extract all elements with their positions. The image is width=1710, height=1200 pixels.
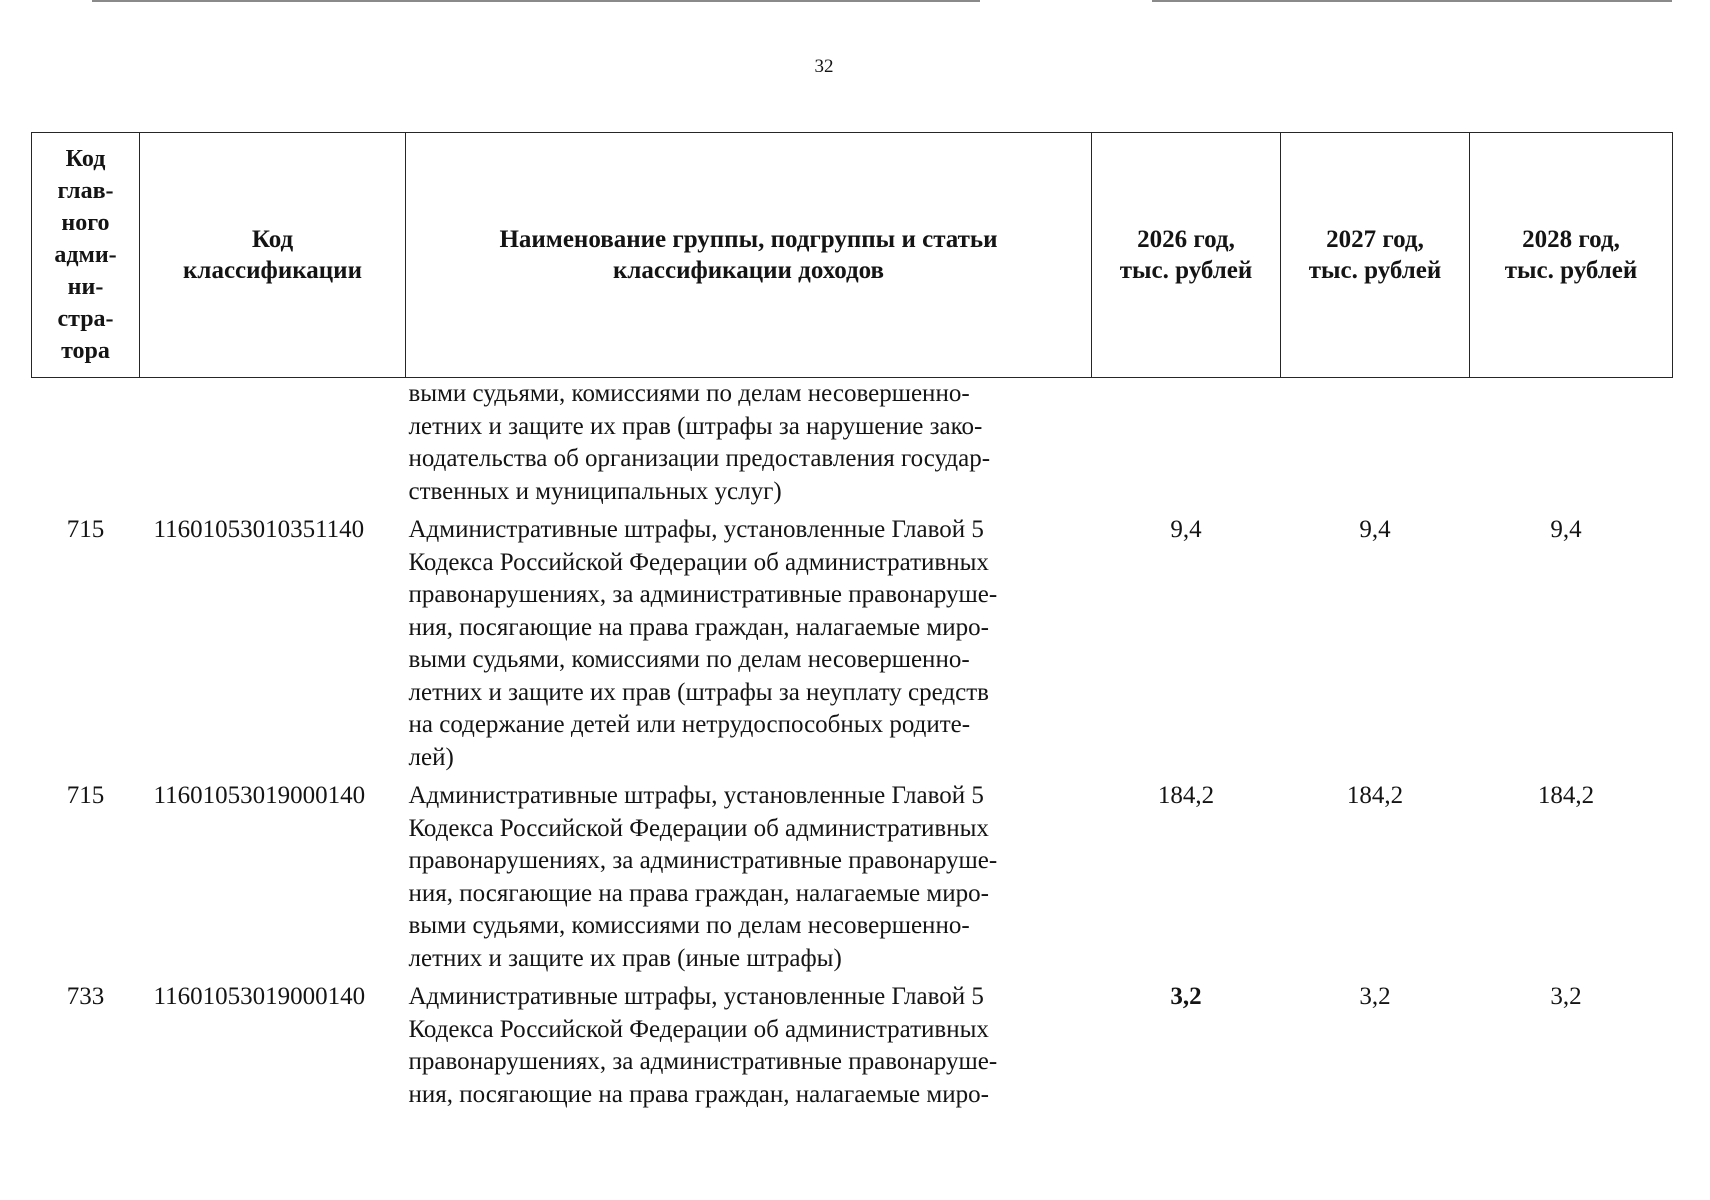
header-classification-code-label: Код классификации bbox=[183, 226, 362, 284]
cell-2027 bbox=[1281, 378, 1470, 515]
cell-code: 11601053019000140 bbox=[153, 782, 366, 809]
revenue-classification-table bbox=[31, 132, 1673, 1117]
table-row bbox=[32, 514, 1673, 780]
table-row-continuation bbox=[32, 378, 1673, 515]
header-admin-code-label: Код глав- ного адми- ни- стра- тора bbox=[54, 146, 117, 364]
cell-admin bbox=[32, 378, 140, 515]
header-year-2026 bbox=[1092, 133, 1281, 378]
cell-admin: 733 bbox=[66, 983, 105, 1010]
cell-name: Административные штрафы, установленные Главой 5 Кодекса Российской Федерации об административных правонарушениях, за административные правонаруше- ния, посягающие на права граждан, налагаемые миро- bbox=[408, 983, 998, 1108]
header-classification-code bbox=[140, 133, 406, 378]
header-year-2027-label: 2027 год, тыс. рублей bbox=[1308, 226, 1442, 284]
table-body bbox=[32, 378, 1673, 1118]
cell-code: 11601053010351140 bbox=[153, 516, 365, 543]
table-header bbox=[32, 133, 1673, 378]
cell-2027: 184,2 bbox=[1346, 782, 1404, 809]
header-year-2028 bbox=[1470, 133, 1673, 378]
cell-2028: 3,2 bbox=[1550, 983, 1582, 1010]
scan-edge-line bbox=[1152, 0, 1672, 2]
header-year-2026-label: 2026 год, тыс. рублей bbox=[1119, 226, 1253, 284]
header-revenue-name-label: Наименование группы, подгруппы и статьи классификации доходов bbox=[499, 226, 998, 284]
cell-2026 bbox=[1092, 378, 1281, 515]
cell-code bbox=[140, 378, 406, 515]
cell-admin: 715 bbox=[66, 782, 105, 809]
table-row bbox=[32, 780, 1673, 981]
cell-name: Административные штрафы, установленные Главой 5 Кодекса Российской Федерации об административных правонарушениях, за административные правонаруше- ния, посягающие на права граждан, налагаемые миро- выми судьями, комиссиями по делам несовершенно- летних и защите их прав (иные штрафы) bbox=[408, 782, 998, 972]
header-year-2027 bbox=[1281, 133, 1470, 378]
cell-2026: 9,4 bbox=[1170, 516, 1202, 543]
table-row bbox=[32, 981, 1673, 1117]
cell-2027: 3,2 bbox=[1359, 983, 1391, 1010]
cell-name: Административные штрафы, установленные Главой 5 Кодекса Российской Федерации об административных правонарушениях, за административные правонаруше- ния, посягающие на права граждан, налагаемые миро- выми судьями, комиссиями по делам несовершенно- летних и защите их прав (штрафы за неуплату средств на содержание детей или нетрудоспособных родите- лей) bbox=[408, 516, 998, 771]
cell-2026: 184,2 bbox=[1157, 782, 1215, 809]
header-admin-code bbox=[32, 133, 140, 378]
scan-edge-line bbox=[92, 0, 980, 2]
cell-code: 11601053019000140 bbox=[153, 983, 366, 1010]
cell-2027: 9,4 bbox=[1359, 516, 1391, 543]
cell-2026: 3,2 bbox=[1170, 983, 1202, 1010]
header-year-2028-label: 2028 год, тыс. рублей bbox=[1504, 226, 1638, 284]
cell-2028: 184,2 bbox=[1537, 782, 1595, 809]
cell-2028 bbox=[1470, 378, 1673, 515]
cell-admin: 715 bbox=[66, 516, 105, 543]
cell-name: выми судьями, комиссиями по делам несовершенно- летних и защите их прав (штрафы за нарушение зако- нодательства об организации предоставления государ- ственных и муниципальных услуг) bbox=[408, 380, 991, 505]
header-revenue-name bbox=[406, 133, 1092, 378]
page-number: 32 bbox=[814, 56, 834, 77]
cell-2028: 9,4 bbox=[1550, 516, 1582, 543]
